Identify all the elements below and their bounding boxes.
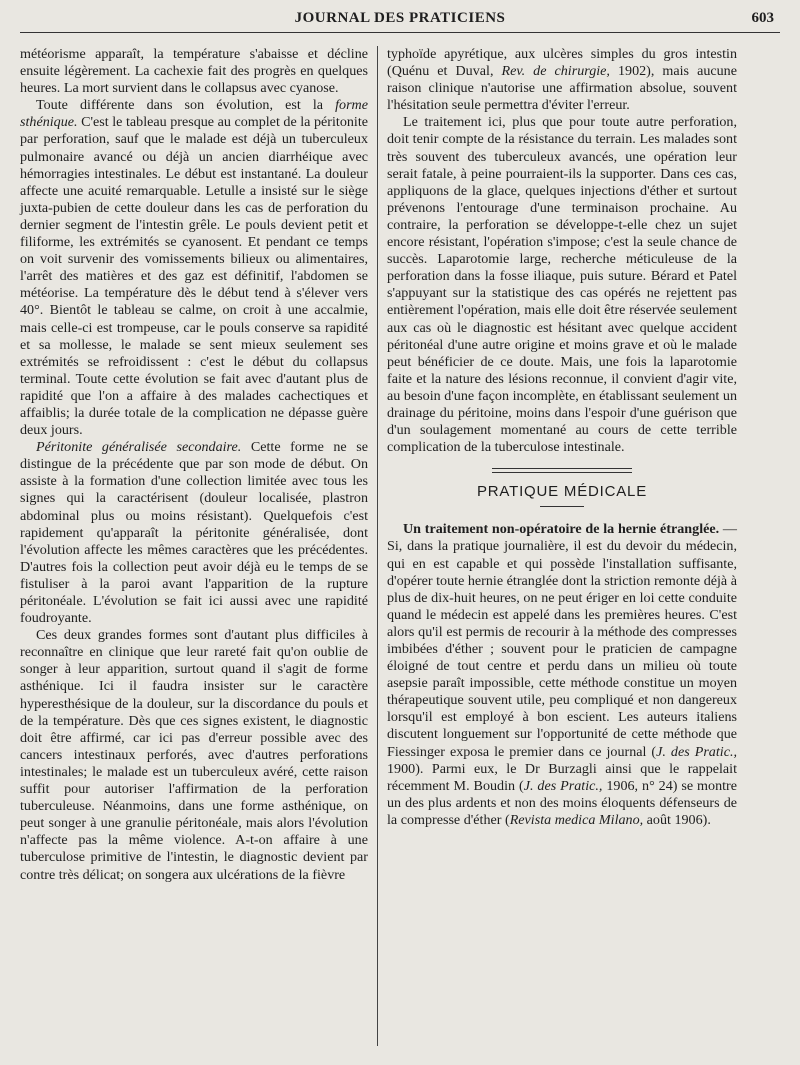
page-number: 603 xyxy=(751,10,774,26)
text-run: 1906, n° 24) se montre un des plus ardents et non des moins éloquents défenseurs de la compresse d'éther ( xyxy=(387,777,737,828)
text-run: typhoïde apyrétique, aux ulcères simples du gros intestin (Quénu et Duval, xyxy=(387,46,737,80)
italic-text: J. des Pratic., xyxy=(523,777,603,794)
text-run: août 1906). xyxy=(643,811,711,828)
right-column-top-text xyxy=(387,46,737,456)
paragraph xyxy=(387,46,737,114)
journal-title: JOURNAL DES PRATICIENS xyxy=(294,10,506,26)
italic-text: Rev. de chirurgie, xyxy=(501,63,610,80)
paragraph xyxy=(20,46,368,97)
left-column xyxy=(20,46,368,884)
text-run: 1902), mais aucune raison clinique n'autorise une affirmation absolue, souvent l'hésitation seule permettra d'éviter l'erreur. xyxy=(387,63,737,114)
text-run: C'est le tableau presque au complet de la péritonite par perforation, sauf que le malade est déjà un tuberculeux pulmonaire avancé ou déjà un ancien diarrhéique avec hémorragies intestinales. Le début est instantané. La douleur affecte une acuité remarquable. Letulle a insisté sur le siège juxta-pubien de cette douleur dans les cas de perforation du dernier segment de l'intestin grêle. Le pouls devient petit et filiforme, les extrémités se cyanosent. Et pendant ce temps on voit survenir des vomissements bilieux ou alimentaires, l'arrêt des matières et des gaz est définitif, l'abdomen se météorise. La température dès le début tend à s'élever vers 40°. Bientôt le tableau se calme, on croit à une accalmie, mais celle-ci est trompeuse, car le pouls conserve sa rapidité et sa mollesse, le malade se sent mieux seulement ses extrémités se refroidissent : c'est le début du collapsus terminal. Toute cette évolution se fait avec d'autant plus de rapidité que l'on a affaire à des malades cachectiques et affaiblis; la durée totale de la complication ne dépasse guère deux jours. xyxy=(20,114,368,439)
paragraph xyxy=(20,439,368,627)
italic-text: J. des Pratic., xyxy=(656,743,737,760)
paragraph xyxy=(20,627,368,883)
text-run: météorisme apparaît, la température s'abaisse et décline ensuite légèrement. La cachexie fait des progrès en quelques heures. La mort survient dans le collapsus avec cyanose. xyxy=(20,46,368,97)
text-run: Toute différente dans son évolution, est la xyxy=(36,97,336,114)
italic-text: Péritonite généralisée secondaire. xyxy=(36,439,242,456)
column-divider xyxy=(377,46,378,1046)
text-run: — Si, dans la pratique journalière, il est du devoir du médecin, qui en est capable et qui possède l'installation suffisante, d'opérer toute hernie étranglée dont la striction remonte déjà à plus de dix-huit heures, on ne peut ériger en loi cette conduite quand le médecin est appelé dans les premières heures. C'est alors qu'il est permis de recourir à la méthode des compresses imbibées d'éther ; souvent pour le praticien de campagne éloigné de tout centre et perdu dans un milieu où toute asepsie paraît impossible, cette méthode constitue un moyen thérapeutique souvent utile, peu compliqué et non dangereux lorsqu'il est employé à bon escient. Les auteurs italiens discutent longuement sur l'opportunité de cette méthode que Fiessinger exposa le premier dans ce journal ( xyxy=(387,521,737,760)
text-run: Le traitement ici, plus que pour toute autre perforation, doit tenir compte de la résistance du terrain. Les malades sont très souvent des tuberculeux avancés, une opération leur serait fatale, à peine pourraient-ils la supporter. Dans ces cas, appliquons de la glace, quelques injections d'éther et surtout prévenons l'entourage d'une terminaison prochaine. Au contraire, la perforation se développe-t-elle chez un sujet encore résistant, l'opération s'impose; c'est la seule chance de succès. Laparotomie large, recherche méticuleuse de la perforation dans la fosse iliaque, puis suture. Bérard et Patel s'appuyant sur la statistique des cas opérés ne rejettent pas entièrement l'opération, mais elle doit être réservée seulement aux cas où le diagnostic est hésitant avec quelque accident péritonéal d'une autre origine et moins grave et où le malade peut bénéficier de ce doute. Mais, une fois la laparotomie faite et la nature des lésions reconnue, il convient d'agir vite, au besoin d'une façon incomplète, en établissant seulement un drainage du péritoine, moins dans l'espoir d'une guérison que d'un soulagement momentané au cours de cette terrible complication de la tuberculose intestinale. xyxy=(387,114,737,456)
section-title: PRATIQUE MÉDICALE xyxy=(476,483,648,501)
right-column xyxy=(387,46,737,829)
text-run: Ces deux grandes formes sont d'autant plus difficiles à reconnaître en clinique que leur rareté fait qu'on oublie de songer à leur apparition, surtout quand il s'agit de forme asthénique. Ici il faudra insister sur le caractère hyperesthésique de la douleur, sur la discordance du pouls et de la température. Dès que ces signes existent, le diagnostic doit être affirmé, car ici pas d'erreur possible avec des cancers intestinaux perforés, avec d'autres perforations intestinales; le malade est un tuberculeux avéré, cette raison suffit pour autoriser l'affirmation de la perforation tuberculeuse. Néanmoins, dans une forme asthénique, on peut songer à une granulie péritonéale, mais alors l'évolution n'affecte pas la même violence. A-t-on affaire à une tuberculose primitive de l'intestin, le diagnostic devient par contre très délicat; on songera aux ulcérations de la fièvre xyxy=(20,627,368,883)
article-text xyxy=(387,521,737,829)
article-title: Un traitement non-opératoire de la hernie étranglée. xyxy=(403,521,720,538)
section-separator xyxy=(492,468,632,473)
paragraph xyxy=(20,97,368,439)
text-run: 1900). Parmi eux, le Dr Burzagli ainsi que le rappelait récemment M. Boudin ( xyxy=(387,760,737,794)
paragraph xyxy=(387,521,737,829)
section-rule xyxy=(540,506,584,507)
text-run: Cette forme ne se distingue de la précédente que par son mode de début. On assiste à la formation d'une collection limitée avec tous les signes qui la caractérisent (douleur localisée, plastron abdominal plus ou moins résistant). Quelquefois c'est rapidement qu'apparaît la péritonite généralisée, dont l'évolution affecte les mêmes caractères que les précédentes. D'autres fois la collection peut avoir déjà eu le temps de se fistuliser à la paroi avant l'apparition de la rupture péritonéale. L'évolution se fait ici aussi avec une rapidité foudroyante. xyxy=(20,439,368,627)
paragraph xyxy=(387,114,737,456)
italic-text: forme sthénique. xyxy=(20,97,368,131)
page-header xyxy=(20,8,780,33)
italic-text: Revista medica Milano, xyxy=(509,811,644,828)
